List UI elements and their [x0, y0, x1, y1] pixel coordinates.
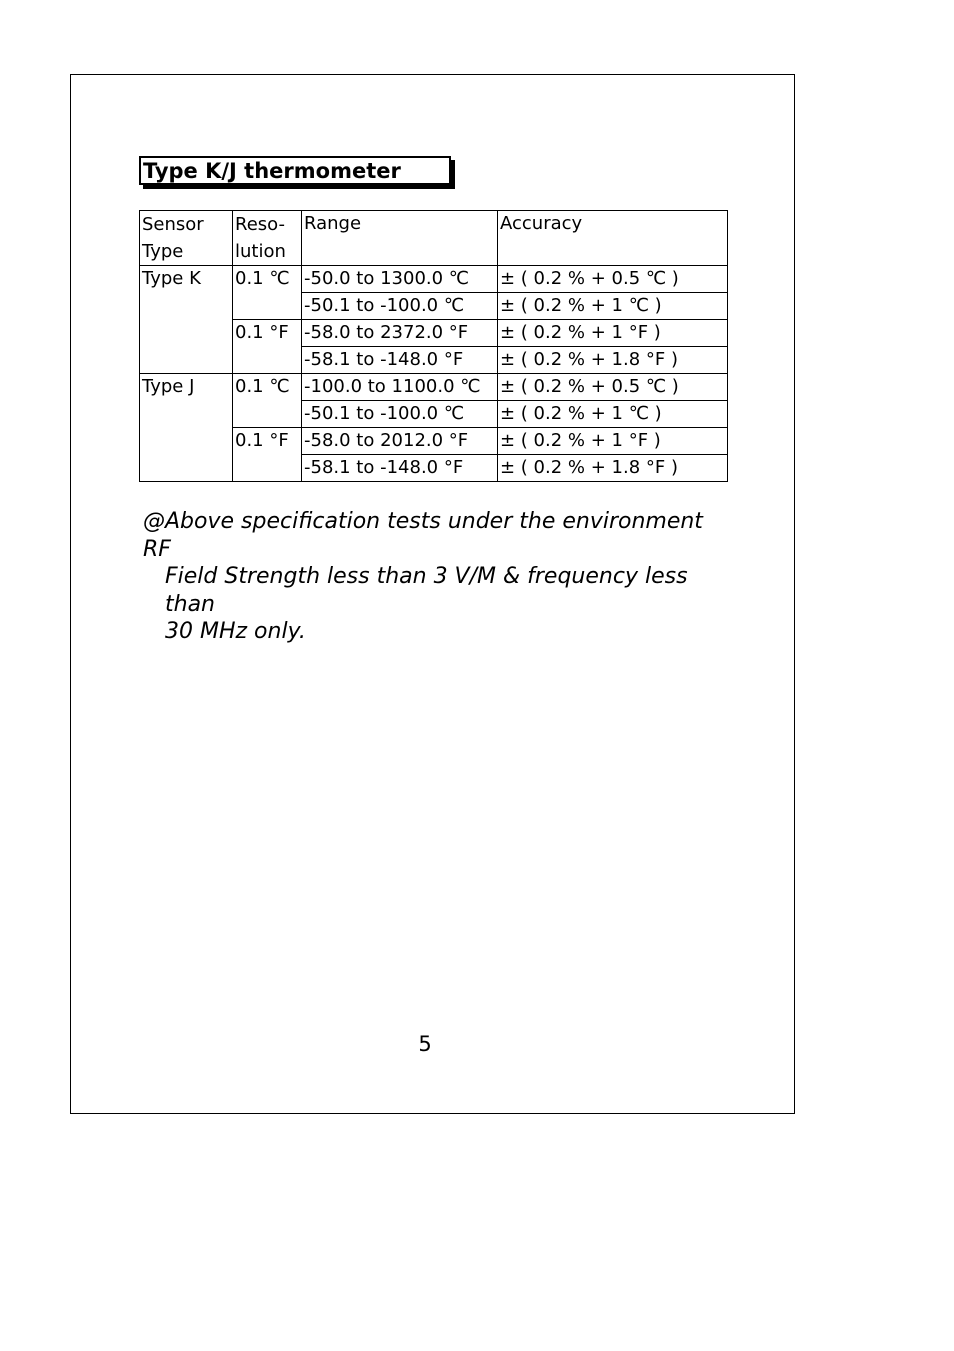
header-accuracy: Accuracy — [498, 211, 728, 266]
header-sensor-type — [140, 211, 233, 266]
accuracy-cell: ± ( 0.2 % + 1 °F ) — [498, 320, 728, 347]
header-sensor-type-line1: Sensor — [142, 214, 204, 235]
resolution-k-fahrenheit: 0.1 °F — [233, 320, 302, 374]
range-cell: -58.0 to 2012.0 °F — [302, 428, 498, 455]
header-sensor-type-line2: Type — [142, 241, 184, 262]
range-cell: -100.0 to 1100.0 ℃ — [302, 374, 498, 401]
page-number: 5 — [418, 1032, 432, 1056]
accuracy-cell: ± ( 0.2 % + 1.8 °F ) — [498, 347, 728, 374]
accuracy-cell: ± ( 0.2 % + 0.5 ℃ ) — [498, 374, 728, 401]
resolution-j-celsius: 0.1 ℃ — [233, 374, 302, 428]
table-row — [140, 266, 728, 293]
header-resolution-line2: lution — [235, 241, 286, 262]
specification-note — [143, 508, 723, 646]
sensor-type-k: Type K — [140, 266, 233, 374]
range-cell: -50.1 to -100.0 ℃ — [302, 401, 498, 428]
section-title-box — [139, 156, 451, 185]
note-line-1: @Above specification tests under the environment RF — [143, 509, 703, 562]
accuracy-cell: ± ( 0.2 % + 0.5 ℃ ) — [498, 266, 728, 293]
note-line-3: 30 MHz only. — [165, 619, 306, 644]
header-resolution — [233, 211, 302, 266]
resolution-k-celsius: 0.1 ℃ — [233, 266, 302, 320]
range-cell: -58.0 to 2372.0 °F — [302, 320, 498, 347]
section-title: Type K/J thermometer — [143, 159, 401, 183]
sensor-type-j: Type J — [140, 374, 233, 482]
spec-table — [139, 210, 728, 482]
accuracy-cell: ± ( 0.2 % + 1 °F ) — [498, 428, 728, 455]
table-header-row — [140, 211, 728, 266]
accuracy-cell: ± ( 0.2 % + 1 ℃ ) — [498, 401, 728, 428]
header-resolution-line1: Reso- — [235, 214, 285, 235]
header-range: Range — [302, 211, 498, 266]
accuracy-cell: ± ( 0.2 % + 1.8 °F ) — [498, 455, 728, 482]
table-row — [140, 374, 728, 401]
note-line-2: Field Strength less than 3 V/M & frequency less than — [165, 564, 688, 617]
range-cell: -50.1 to -100.0 ℃ — [302, 293, 498, 320]
resolution-j-fahrenheit: 0.1 °F — [233, 428, 302, 482]
accuracy-cell: ± ( 0.2 % + 1 ℃ ) — [498, 293, 728, 320]
range-cell: -50.0 to 1300.0 ℃ — [302, 266, 498, 293]
range-cell: -58.1 to -148.0 °F — [302, 455, 498, 482]
range-cell: -58.1 to -148.0 °F — [302, 347, 498, 374]
